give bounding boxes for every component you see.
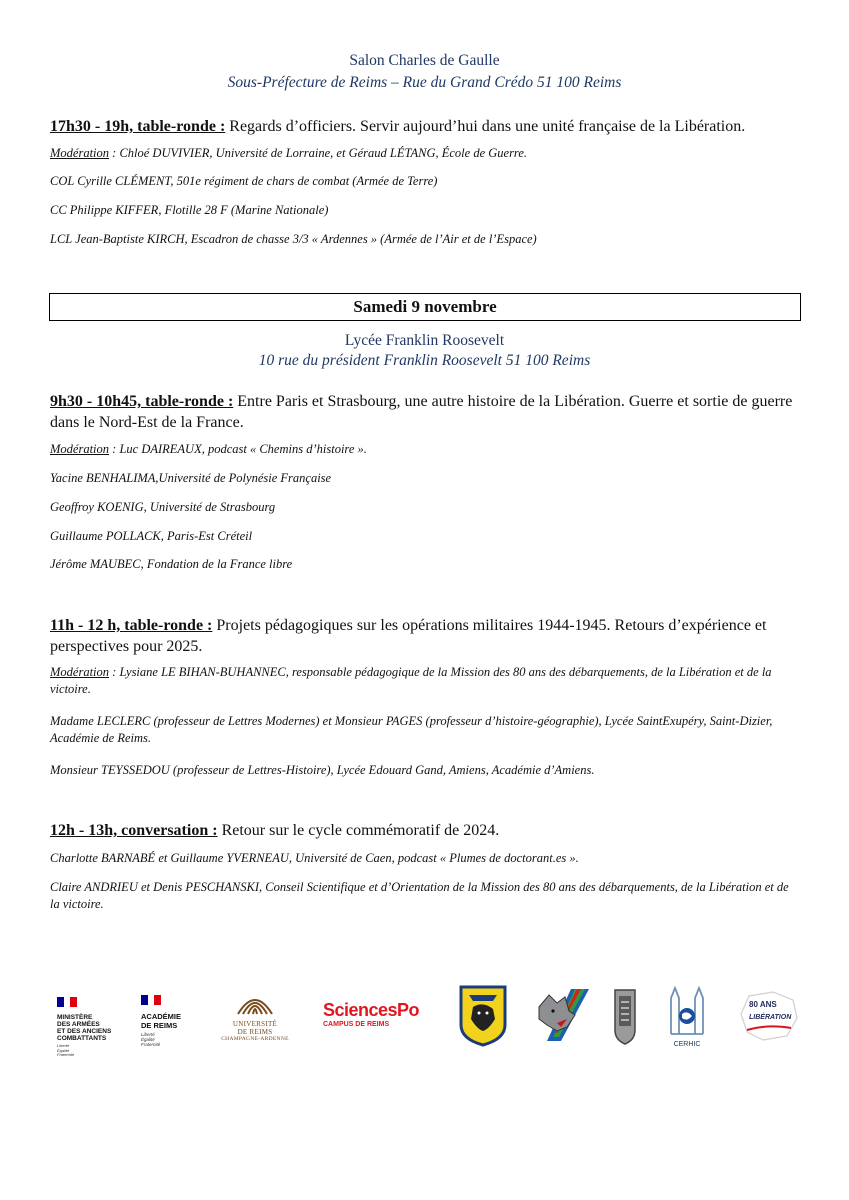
cerhic-logo [663, 984, 711, 1049]
venue-name: Lycée Franklin Roosevelt [344, 332, 505, 349]
motto-line: Liberté [141, 1032, 155, 1037]
motto-line: Égalité [141, 1037, 155, 1042]
ministere-armees-logo [57, 994, 127, 1058]
flotille-badge [613, 988, 637, 1051]
ministere-line: ET DES ANCIENS [57, 1028, 112, 1035]
session-time: 12h - 13h, conversation : [50, 822, 218, 839]
day-header: Samedi 9 novembre [49, 293, 801, 321]
80-ans-liberation-logo [737, 990, 803, 1023]
universite-line: DE REIMS [237, 1027, 273, 1036]
participant: Claire ANDRIEU et Denis PESCHANSKI, Conseil Scientifique et d’Orientation de la Mission des 80 ans des débarquements, de la Libération et de la victoire. [50, 880, 789, 911]
shield-icon [613, 988, 637, 1046]
moderation-line [50, 441, 790, 458]
participant: CC Philippe KIFFER, Flotille 28 F (Marine Nationale) [50, 203, 329, 217]
moderation-label: Modération [50, 665, 110, 679]
wolf-regiment-emblem [531, 985, 593, 1050]
session-title: Retour sur le cycle commémoratif de 2024. [217, 822, 500, 839]
session-heading [50, 391, 802, 433]
venue-address: 10 rue du président Franklin Roosevelt 51 100 Reims [258, 352, 591, 369]
academie-line: ACADÉMIE [141, 1012, 182, 1021]
session-time: 11h - 12 h, table-ronde : [50, 617, 213, 634]
moderation-label: Modération [50, 146, 110, 160]
participant: Charlotte BARNABÉ et Guillaume YVERNEAU, Université de Caen, podcast « Plumes de doctorant.es ». [50, 851, 579, 865]
motto-line: Fraternité [141, 1042, 161, 1047]
participant: Monsieur TEYSSEDOU (professeur de Lettres-Histoire), Lycée Edouard Gand, Amiens, Académie d’Amiens. [50, 763, 595, 777]
moderation-label: Modération [50, 442, 110, 456]
partner-logos [55, 980, 800, 1055]
cerhic-label: CERHIC [673, 1041, 701, 1048]
moderation-text: : Lysiane LE BIHAN-BUHANNEC, responsable pédagogique de la Mission des 80 ans des débarquements, de la Libération et de la victoire. [50, 665, 772, 696]
wolf-head-icon [531, 985, 593, 1045]
moderation-text: : Luc DAIREAUX, podcast « Chemins d’histoire ». [109, 442, 367, 456]
universite-line: CHAMPAGNE-ARDENNE [221, 1036, 289, 1042]
venue-address: Sous-Préfecture de Reims – Rue du Grand Crédo 51 100 Reims [227, 74, 622, 91]
motto-line: Liberté [57, 1043, 70, 1048]
motto-line: Égalité [57, 1047, 70, 1053]
marianne-icon [57, 997, 77, 1007]
ministere-line: MINISTÈRE [57, 1014, 93, 1021]
moderation-text: : Chloé DUVIVIER, Université de Lorraine, et Géraud LÉTANG, École de Guerre. [109, 146, 528, 160]
moderation-line [50, 664, 790, 698]
sciencespo-campus: CAMPUS DE REIMS [323, 1021, 390, 1028]
liberation-word: LIBÉRATION [749, 1014, 792, 1021]
participant: Guillaume POLLACK, Paris-Est Créteil [50, 529, 253, 543]
moderation-line [50, 145, 790, 162]
academie-line: DE REIMS [141, 1021, 178, 1030]
participant: COL Cyrille CLÉMENT, 501e régiment de chars de combat (Armée de Terre) [50, 174, 438, 188]
boar-shield-icon [459, 985, 507, 1047]
session-title: Entre Paris et Strasbourg, une autre histoire de la Libération. Guerre et sortie de guerre dans le Nord-Est de la France. [50, 393, 793, 431]
cathedral-icon [665, 984, 709, 1036]
session-heading [50, 615, 802, 657]
ministere-line: COMBATTANTS [57, 1035, 107, 1042]
universite-reims-logo [205, 990, 305, 1044]
session-title: Regards d’officiers. Servir aujourd’hui dans une unité française de la Libération. [225, 118, 746, 135]
participant: Jérôme MAUBEC, Fondation de la France libre [50, 557, 293, 571]
participant: Geoffroy KOENIG, Université de Strasbourg [50, 500, 276, 514]
session-title: Projets pédagogiques sur les opérations militaires 1944-1945. Retours d’expérience et perspectives pour 2025. [50, 617, 767, 655]
sciencespo-wordmark: SciencesPo [323, 1000, 420, 1020]
academie-reims-logo [141, 992, 201, 1047]
participant: Yacine BENHALIMA,Université de Polynésie Française [50, 471, 332, 485]
session-heading [50, 820, 802, 841]
participant: Madame LECLERC (professeur de Lettres Modernes) et Monsieur PAGES (professeur d’histoire-géographie), Lycée SaintExupéry, Saint-Dizier, Académie de Reims. [50, 714, 773, 745]
liberation-years: 80 ANS [749, 1000, 777, 1009]
escadron-ardennes-badge [459, 985, 507, 1052]
session-time: 9h30 - 10h45, table-ronde : [50, 393, 234, 410]
sciencespo-logo [323, 1000, 438, 1029]
session-time: 17h30 - 19h, table-ronde : [50, 118, 226, 135]
motto-line: Fraternité [57, 1052, 75, 1057]
ministere-line: DES ARMÉES [57, 1021, 100, 1028]
university-emblem-icon [234, 990, 276, 1016]
universite-line: UNIVERSITÉ [232, 1020, 278, 1028]
marianne-icon [141, 995, 161, 1005]
session-heading [50, 116, 802, 137]
participant: LCL Jean-Baptiste KIRCH, Escadron de chasse 3/3 « Ardennes » (Armée de l’Air et de l’Espace) [50, 232, 537, 246]
venue-name: Salon Charles de Gaulle [349, 52, 500, 69]
